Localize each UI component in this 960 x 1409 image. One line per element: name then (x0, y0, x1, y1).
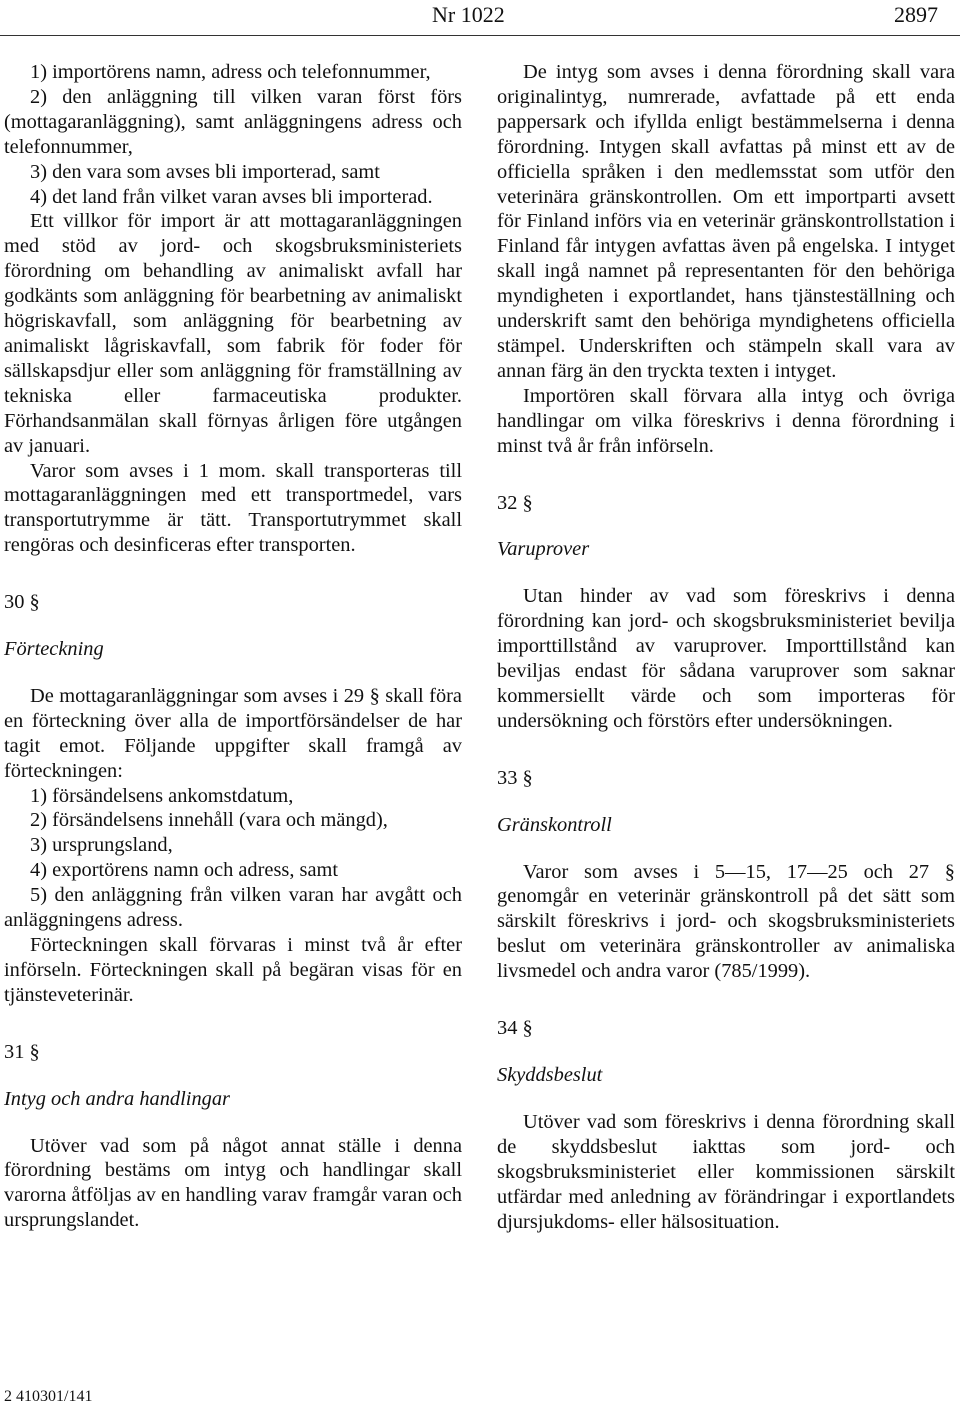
list-item: 1) importörens namn, adress och telefonnummer, (30, 61, 431, 83)
section-number: 30 § (4, 591, 40, 614)
paragraph: Utöver vad som föreskrivs i denna förordning skall de skyddsbeslut iakttas som jord- och skogsbruksministeriet eller kommissionen särskilt utfärdar med anledning av förändringar i exportlandets djursjukdoms- eller hälsosituation. (497, 1110, 955, 1233)
section-title: Förteckning (4, 638, 104, 661)
section-number: 31 § (4, 1040, 40, 1063)
paragraph: Förteckningen skall förvaras i minst två år efter införseln. Förteckningen skall på begäran visas för en tjänsteveterinär. (4, 934, 462, 1006)
list-item: 4) det land från vilket varan avses bli importerad. (30, 185, 433, 208)
document-number: Nr 1022 (432, 2, 505, 27)
paragraph: Ett villkor för import är att mottagaranläggningen med stöd av jord- och skogsbruksministeriets förordning om behandling av animaliskt avfall har godkänts som anläggning för bearbetning av animaliskt högriskavfall, som anläggning för bearbetning av animaliskt lågriskavfall, som fabrik för foder för sällskapsdjur eller som anläggning för framställning av tekniska eller farmaceutiska produkter. Förhandsanmälan skall förnyas årligen före utgången av januari. (4, 210, 462, 457)
paragraph: De mottagaranläggningar som avses i 29 § skall föra en förteckning över alla de importförsändelser de har tagit emot. Följande uppgifter skall framgå av förteckningen: (4, 684, 462, 782)
right-column (497, 60, 955, 1234)
section-title: Skyddsbeslut (497, 1064, 603, 1086)
section-title: Gränskontroll (497, 813, 612, 836)
section-title: Intyg och andra handlingar (4, 1087, 230, 1110)
paragraph: Utöver vad som på något annat ställe i denna förordning bestäms om intyg och handlingar skall varorna åtföljas av en handling varav framgår varan och ursprungslandet. (4, 1134, 462, 1232)
list-item: 2) försändelsens innehåll (vara och mängd), (30, 809, 388, 832)
footer-code: 2 410301/141 (4, 1388, 93, 1405)
page-header (0, 0, 960, 30)
section-number: 34 § (497, 1017, 533, 1040)
list-item: 3) den vara som avses bli importerad, samt (30, 160, 380, 183)
header-divider (0, 35, 960, 36)
left-column (4, 60, 462, 1233)
paragraph: Varor som avses i 5—15, 17—25 och 27 § genomgår en veterinär gränskontroll på det sätt som särskilt föreskrivs i jord- och skogsbruksministeriets beslut om veterinära gränskontroller av animaliska livsmedel och andra varor (785/1999). (497, 860, 955, 983)
list-item: 4) exportörens namn och adress, samt (30, 859, 339, 882)
page-number: 2897 (894, 2, 938, 27)
section-number: 33 § (497, 766, 533, 789)
paragraph: Utan hinder av vad som föreskrivs i denna förordning kan jord- och skogsbruksministeriet bevilja importtillstånd av varuprover. Importtillstånd kan beviljas endast för sådana varuprover som saknar kommersiellt värde och som importeras för undersökning och förstörs efter undersökningen. (497, 585, 955, 732)
paragraph: De intyg som avses i denna förordning skall vara originalintyg, numrerade, avfattade på ett enda pappersark och ifyllda enligt bestämmelserna i denna förordning. Intygen skall avfattas på minst ett av de officiella språken i den medlemsstat som utför den veterinära gränskontrollen. Om ett importparti avsett för Finland införs via en veterinär gränskontrollstation i Finland får intygen avfattas även på engelska. I intyget skall ingå namnet på representanten för den behöriga myndigheten i exportlandet, hans tjänsteställning och underskrift samt den behöriga myndighetens officiella stämpel. Underskriften och stämpeln skall vara av annan färg än den tryckta texten i intyget. (497, 61, 955, 382)
section-number: 32 § (497, 491, 533, 514)
paragraph: Varor som avses i 1 mom. skall transporteras till mottagaranläggningen med ett transportmedel, vars transportutrymme är tätt. Transportutrymmet skall rengöras och desinficeras efter transporten. (4, 459, 462, 557)
paragraph: Importören skall förvara alla intyg och övriga handlingar om vilka föreskrivs i denna förordning i minst två år från införseln. (497, 384, 955, 457)
list-item: 3) ursprungsland, (30, 834, 173, 857)
list-item: 1) försändelsens ankomstdatum, (30, 784, 294, 807)
list-item: 5) den anläggning från vilken varan har avgått och anläggningens adress. (4, 884, 462, 932)
list-item: 2) den anläggning till vilken varan först förs (mottagaranläggning), samt anläggningens adress och telefonnummer, (4, 85, 462, 158)
section-title: Varuprover (497, 538, 590, 561)
